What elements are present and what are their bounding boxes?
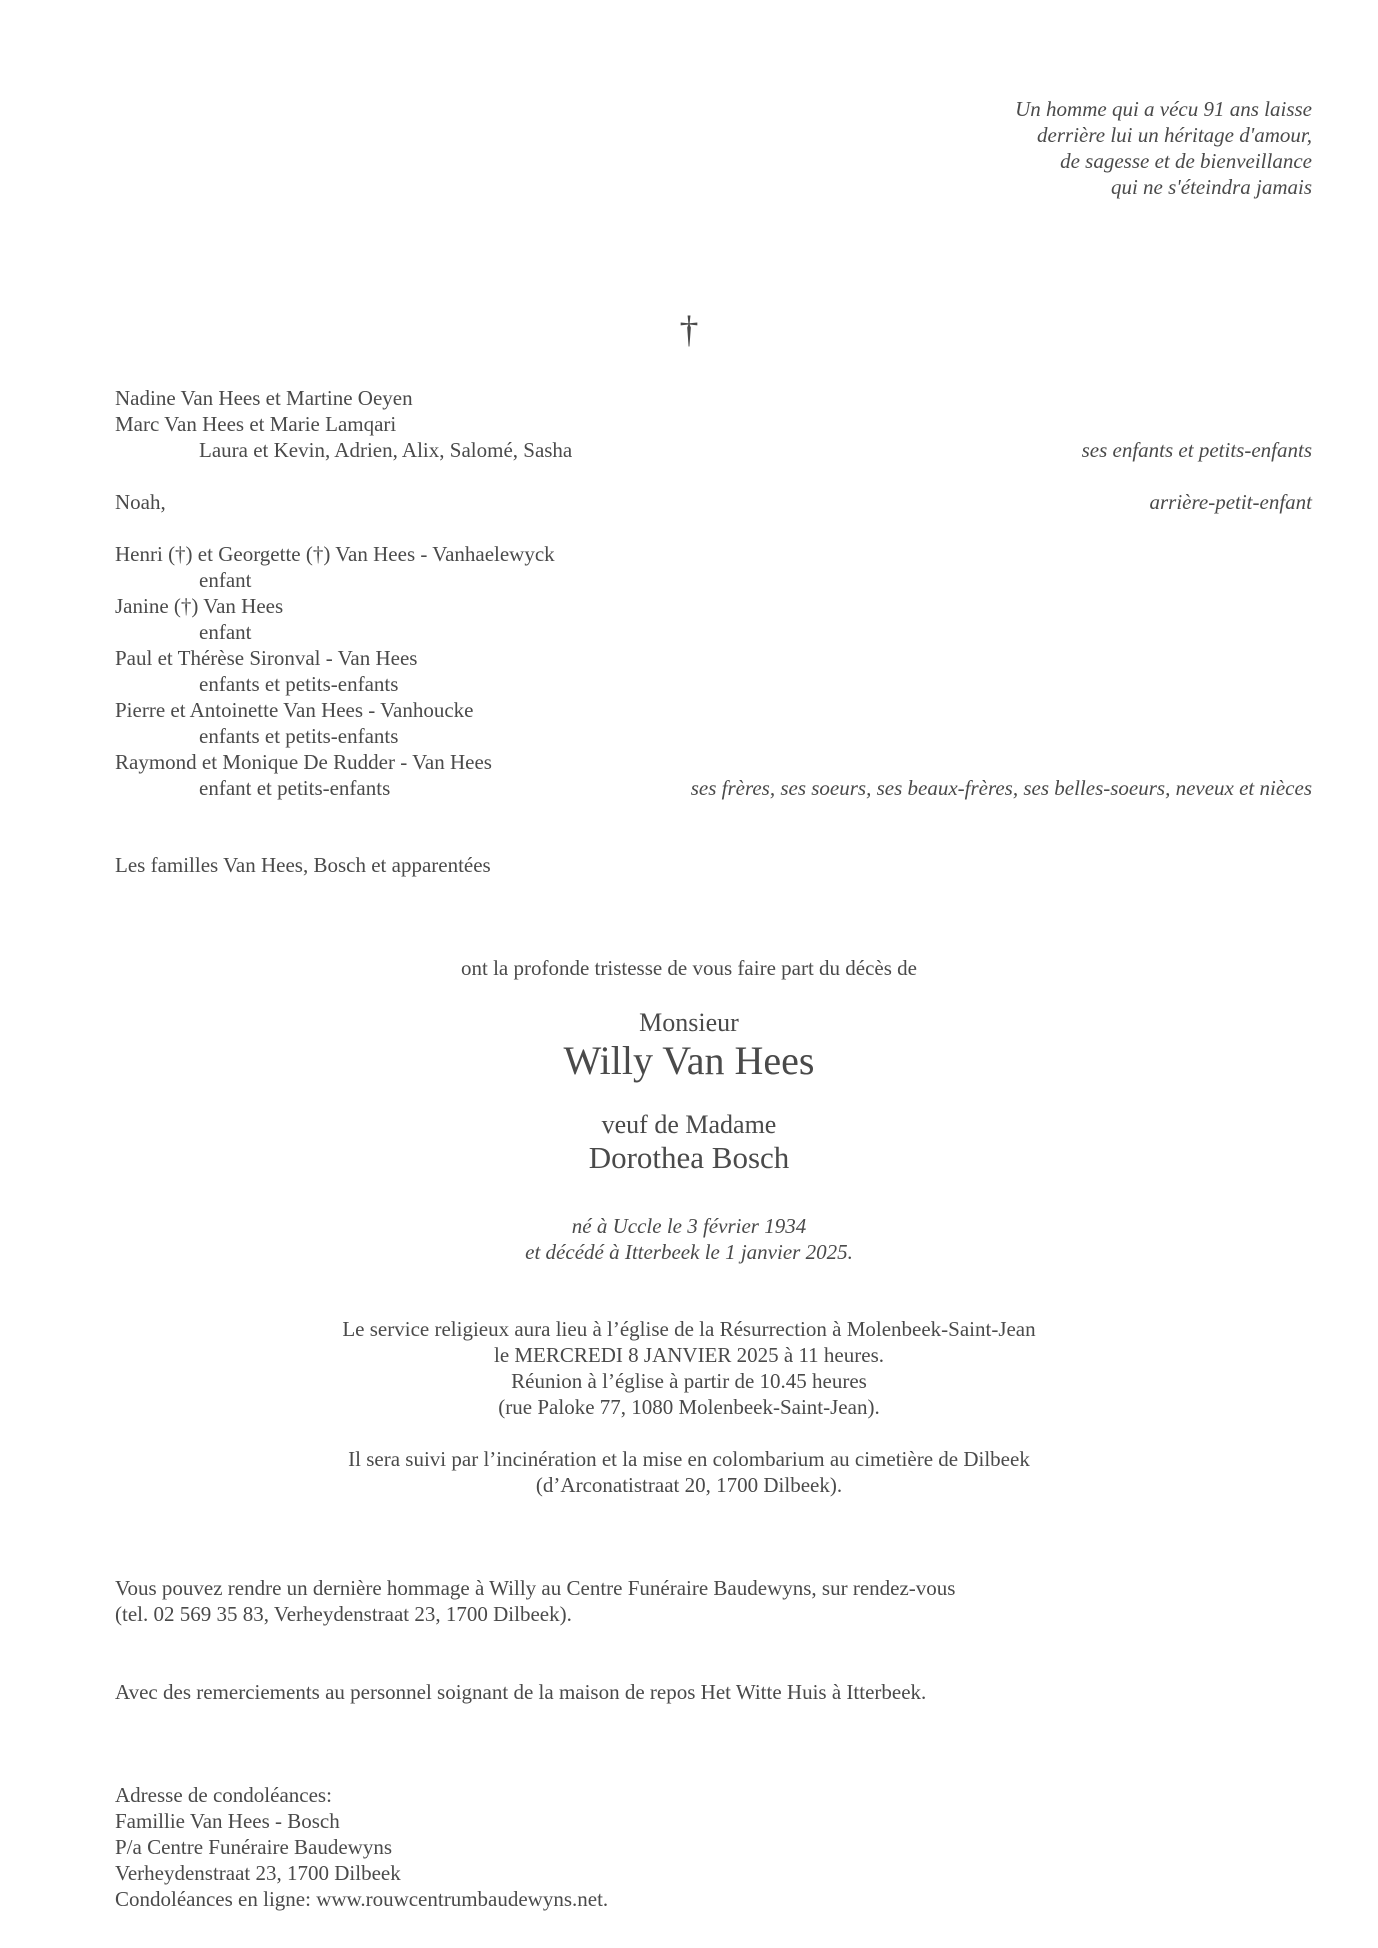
grandchildren-line: Laura et Kevin, Adrien, Alix, Salomé, Sasha (199, 438, 573, 462)
sibling-sub: enfant (199, 568, 252, 592)
deceased-name: Willy Van Hees (563, 1038, 815, 1083)
homage-line: Vous pouvez rendre un dernière hommage à Willy au Centre Funéraire Baudewyns, sur rendez-vous (115, 1576, 956, 1600)
great-grandchild-role: arrière-petit-enfant (1149, 490, 1312, 514)
condolences-online-link[interactable]: Condoléances en ligne: www.rouwcentrumbaudewyns.net. (115, 1887, 609, 1911)
condolences-line: Verheydenstraat 23, 1700 Dilbeek (115, 1861, 401, 1885)
sibling-line: Paul et Thérèse Sironval - Van Hees (115, 646, 418, 670)
sibling-line: Raymond et Monique De Rudder - Van Hees (115, 750, 492, 774)
deceased-honorific: Monsieur (639, 1008, 739, 1037)
quote-line: qui ne s'éteindra jamais (1110, 175, 1312, 199)
epigraph-quote (612, 96, 1312, 200)
child-line: Marc Van Hees et Marie Lamqari (115, 412, 397, 436)
condolences-line: Famillie Van Hees - Bosch (115, 1809, 340, 1833)
widower-text: veuf de Madame (601, 1110, 777, 1139)
spouse-name: Dorothea Bosch (588, 1140, 790, 1175)
service-line: (rue Paloke 77, 1080 Molenbeek-Saint-Jean). (498, 1395, 880, 1419)
service-line: le MERCREDI 8 JANVIER 2025 à 11 heures. (493, 1343, 884, 1367)
sibling-sub: enfant et petits-enfants (199, 776, 391, 800)
sibling-line: Henri (†) et Georgette (†) Van Hees - Vanhaelewyck (115, 542, 555, 566)
families-line: Les familles Van Hees, Bosch et apparentées (115, 853, 491, 877)
quote-line: de sagesse et de bienveillance (1060, 149, 1312, 173)
sibling-line: Pierre et Antoinette Van Hees - Vanhoucke (115, 698, 474, 722)
announcement-text: ont la profonde tristesse de vous faire part du décès de (460, 956, 917, 980)
sibling-sub: enfant (199, 620, 252, 644)
death-date: et décédé à Itterbeek le 1 janvier 2025. (525, 1240, 853, 1264)
birth-date: né à Uccle le 3 février 1934 (571, 1214, 807, 1238)
service-line: Réunion à l’église à partir de 10.45 heures (511, 1369, 867, 1393)
homage-line: (tel. 02 569 35 83, Verheydenstraat 23, 1700 Dilbeek). (115, 1602, 572, 1626)
condolences-line: P/a Centre Funéraire Baudewyns (115, 1835, 393, 1859)
quote-line: derrière lui un héritage d'amour, (1037, 123, 1312, 147)
great-grandchild-name: Noah, (115, 490, 166, 514)
siblings-role: ses frères, ses soeurs, ses beaux-frères, ses belles-soeurs, neveux et nièces (690, 776, 1312, 800)
cross-icon: † (679, 309, 699, 351)
sibling-sub: enfants et petits-enfants (199, 672, 399, 696)
child-line: Nadine Van Hees et Martine Oeyen (115, 386, 413, 410)
thanks-line: Avec des remerciements au personnel soignant de la maison de repos Het Witte Huis à Itterbeek. (115, 1680, 927, 1704)
sibling-line: Janine (†) Van Hees (115, 594, 284, 618)
children-role: ses enfants et petits-enfants (1081, 438, 1312, 462)
cremation-line: (d’Arconatistraat 20, 1700 Dilbeek). (535, 1473, 843, 1497)
sibling-sub: enfants et petits-enfants (199, 724, 399, 748)
quote-line: Un homme qui a vécu 91 ans laisse (1015, 97, 1312, 121)
cremation-line: Il sera suivi par l’incinération et la mise en colombarium au cimetière de Dilbeek (348, 1447, 1030, 1471)
condolences-title: Adresse de condoléances: (115, 1783, 332, 1807)
service-line: Le service religieux aura lieu à l’église de la Résurrection à Molenbeek-Saint-Jean (342, 1317, 1036, 1341)
